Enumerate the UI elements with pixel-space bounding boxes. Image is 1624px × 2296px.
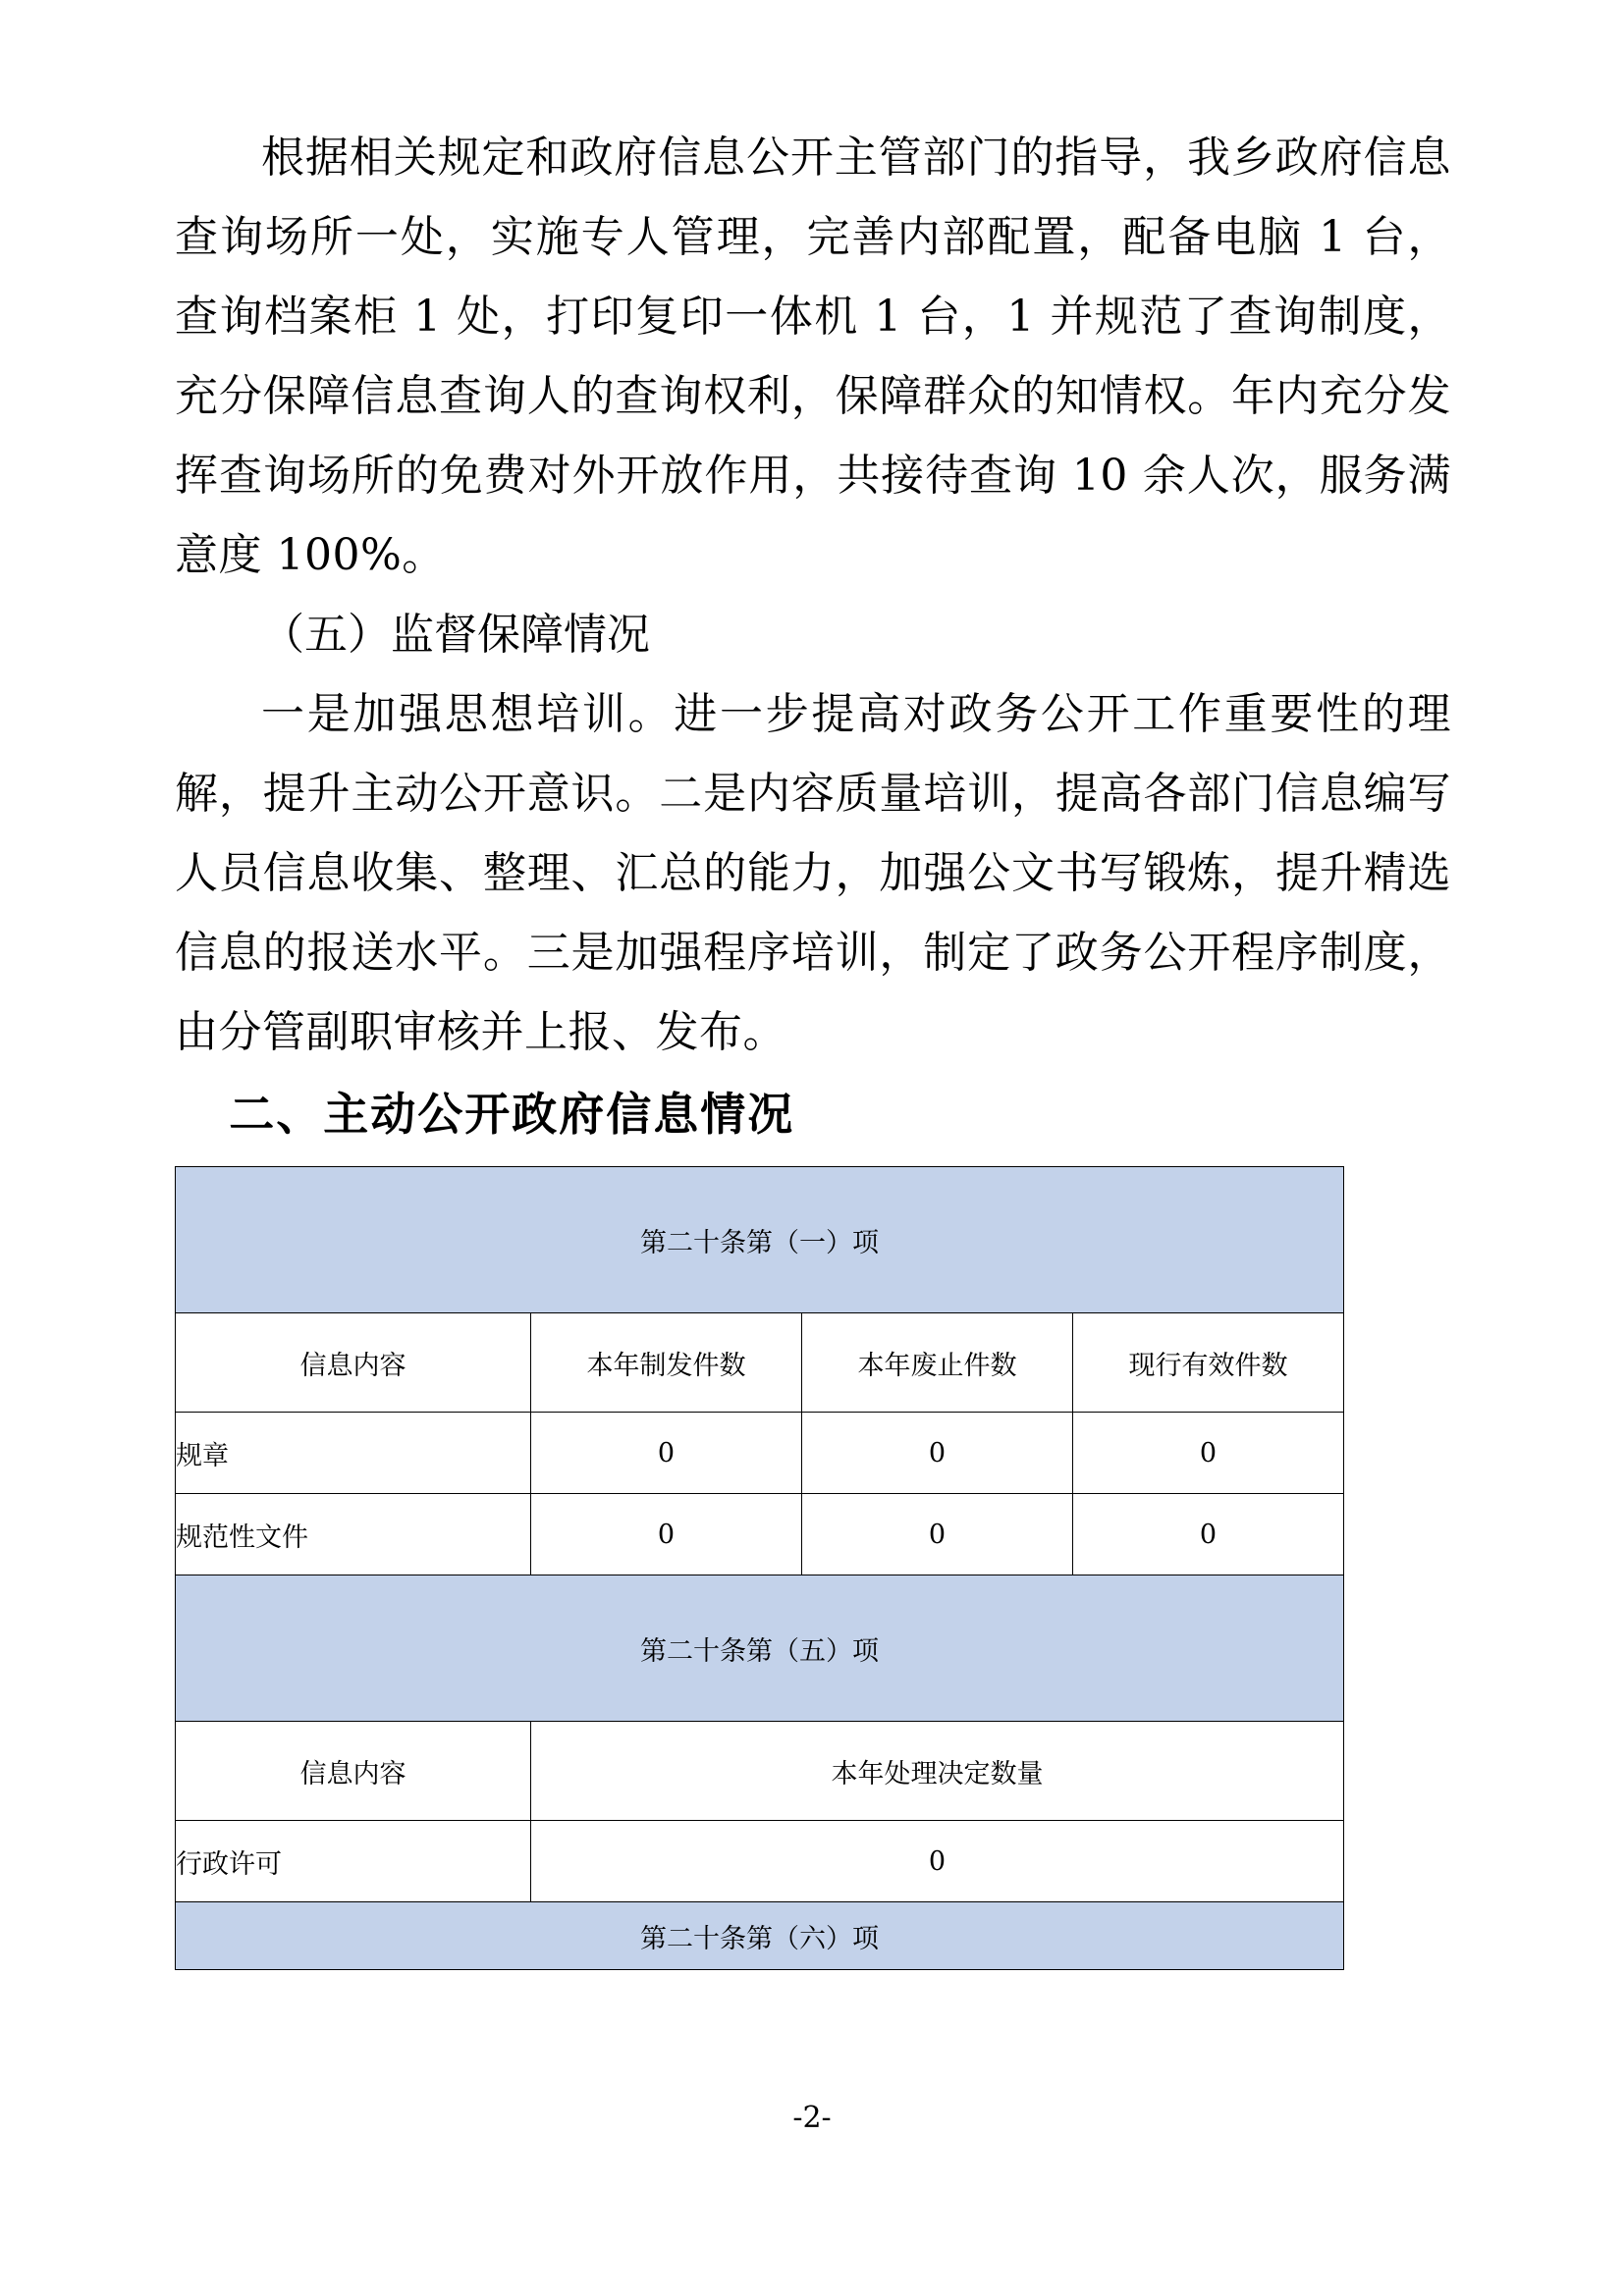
header-issued-this-year: 本年制发件数 bbox=[531, 1313, 802, 1413]
band-clause-six-label: 第二十条第（六）项 bbox=[176, 1902, 1344, 1970]
table-row-band-clause-one bbox=[176, 1167, 1344, 1313]
cell-normative-repealed: 0 bbox=[802, 1494, 1073, 1575]
table-row-header-clause-one bbox=[176, 1313, 1344, 1413]
page-content bbox=[175, 118, 1451, 1970]
cell-regulations-issued: 0 bbox=[531, 1413, 802, 1494]
row-label-normative-documents: 规范性文件 bbox=[176, 1494, 531, 1575]
band-clause-one-label: 第二十条第（一）项 bbox=[176, 1167, 1344, 1313]
paragraph-training: 一是加强思想培训。进一步提高对政务公开工作重要性的理解，提升主动公开意识。二是内容质量培训，提高各部门信息编写人员信息收集、整理、汇总的能力，加强公文书写锻炼，提升精选信息的报送水平。三是加强程序培训，制定了政务公开程序制度，由分管副职审核并上报、发布。 bbox=[175, 689, 1451, 1057]
row-label-regulations: 规章 bbox=[176, 1413, 531, 1494]
cell-normative-effective: 0 bbox=[1073, 1494, 1344, 1575]
proactive-disclosure-table-wrapper bbox=[175, 1166, 1343, 1970]
row-label-administrative-license: 行政许可 bbox=[176, 1821, 531, 1902]
cell-administrative-license-count: 0 bbox=[531, 1821, 1344, 1902]
section-heading-proactive-disclosure: 二、主动公开政府信息情况 bbox=[229, 1088, 795, 1141]
table-row bbox=[176, 1821, 1344, 1902]
cell-regulations-effective: 0 bbox=[1073, 1413, 1344, 1494]
band-clause-five-label: 第二十条第（五）项 bbox=[176, 1575, 1344, 1722]
page-number: -2- bbox=[792, 2101, 832, 2135]
header-repealed-this-year: 本年废止件数 bbox=[802, 1313, 1073, 1413]
table-row-header-clause-five bbox=[176, 1722, 1344, 1821]
table-row-band-clause-six bbox=[176, 1902, 1344, 1970]
header-currently-effective: 现行有效件数 bbox=[1073, 1313, 1344, 1413]
proactive-disclosure-table bbox=[175, 1166, 1344, 1970]
header-info-content-clause-five: 信息内容 bbox=[176, 1722, 531, 1821]
paragraph-query-facility: 根据相关规定和政府信息公开主管部门的指导，我乡政府信息查询场所一处，实施专人管理，完善内部配置，配备电脑 1 台，查询档案柜 1 处，打印复印一体机 1 台，1 并规范了查询制度，充分保障信息查询人的查询权利，保障群众的知情权。年内充分发挥查询场所的免费对外开放作用，共接待查询 10 余人次，服务满意度 100%。 bbox=[175, 133, 1451, 580]
header-decisions-this-year: 本年处理决定数量 bbox=[531, 1722, 1344, 1821]
header-info-content: 信息内容 bbox=[176, 1313, 531, 1413]
table-row-band-clause-five bbox=[176, 1575, 1344, 1722]
subheading-supervision-guarantee: （五）监督保障情况 bbox=[261, 610, 650, 660]
table-row bbox=[176, 1413, 1344, 1494]
cell-normative-issued: 0 bbox=[531, 1494, 802, 1575]
table-row bbox=[176, 1494, 1344, 1575]
cell-regulations-repealed: 0 bbox=[802, 1413, 1073, 1494]
